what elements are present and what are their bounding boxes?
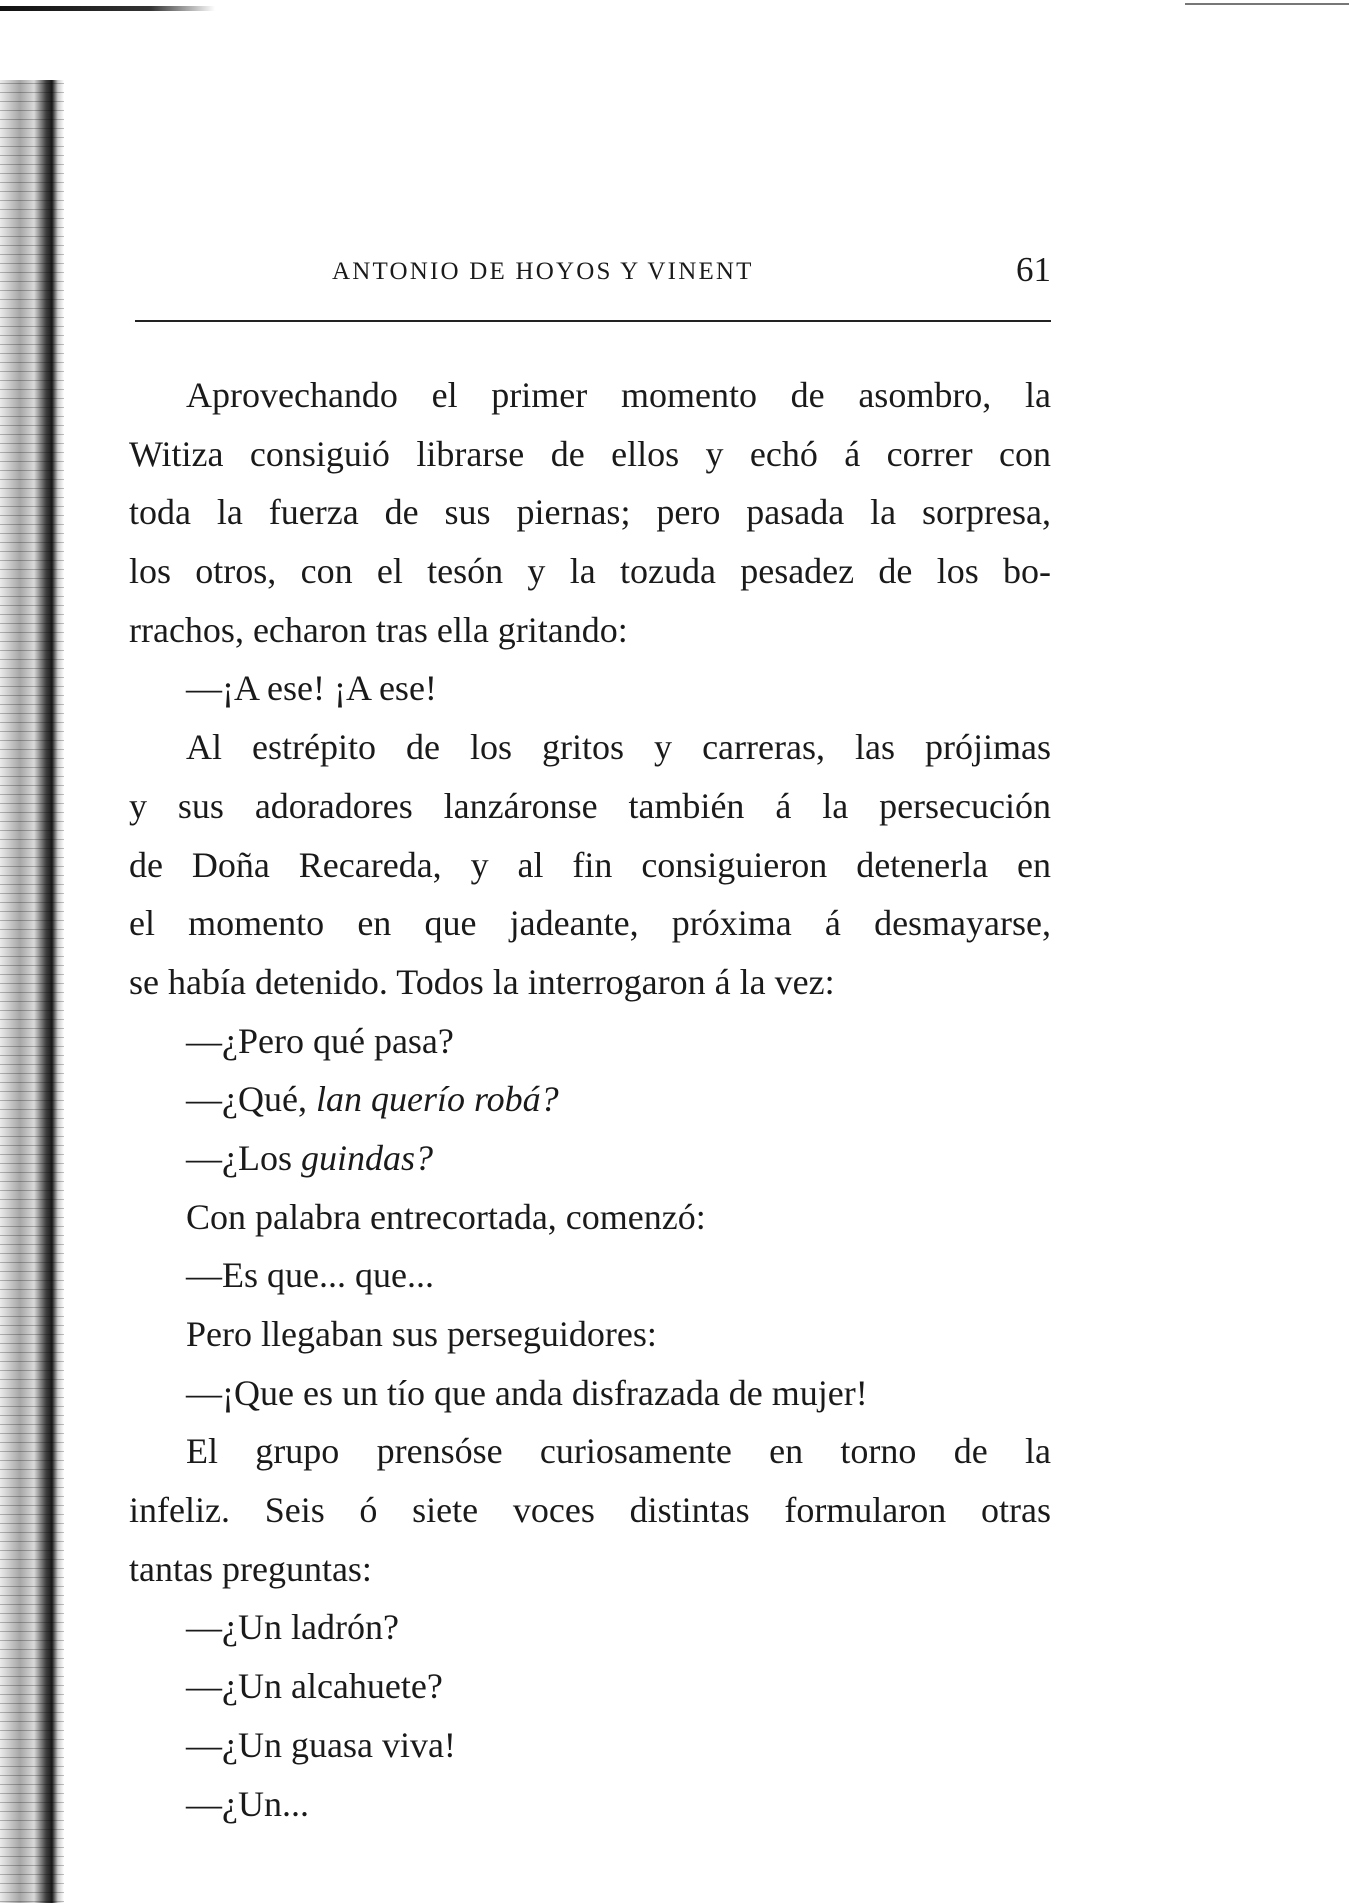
text-line: de Doña Recareda, y al fin consiguieron detenerla en (129, 844, 1051, 885)
text-line: —¿Un guasa viva! (186, 1724, 456, 1765)
page-number: 61 (1016, 250, 1051, 289)
text-line: infeliz. Seis ó siete voces distintas formularon otras (129, 1490, 1051, 1531)
text-line: Witiza consiguió librarse de ellos y echó á correr con (129, 433, 1051, 474)
running-header (129, 250, 1051, 294)
scan-edge-mark (0, 6, 215, 11)
text-line: Al estrépito de los gritos y carreras, las prójimas (186, 727, 1051, 768)
text-line (129, 1129, 1051, 1188)
text-line (129, 1070, 1051, 1129)
book-binding-shadow (0, 80, 64, 1903)
italic-text: lan querío robá? (315, 1079, 559, 1120)
text-line: Pero llegaban sus perseguidores: (186, 1314, 657, 1354)
text-line: toda la fuerza de sus piernas; pero pasada la sorpresa, (129, 492, 1051, 533)
header-rule (135, 320, 1051, 322)
running-title: ANTONIO DE HOYOS Y VINENT (332, 258, 754, 285)
text-line: rrachos, echaron tras ella gritando: (129, 609, 628, 650)
text-line: Aprovechando el primer momento de asombro, la (186, 375, 1051, 415)
scan-edge-line (1185, 3, 1349, 5)
text-line: —¿Un ladrón? (186, 1607, 399, 1648)
text-line: Con palabra entrecortada, comenzó: (186, 1196, 706, 1237)
text-line: tantas preguntas: (129, 1548, 372, 1589)
text-line: —Es que... que... (186, 1255, 434, 1296)
text-line: —¡A ese! ¡A ese! (186, 668, 437, 709)
text-line: los otros, con el tesón y la tozuda pesadez de los bo- (129, 551, 1051, 592)
text-line: El grupo prensóse curiosamente en torno de la (186, 1431, 1051, 1472)
italic-text: guindas? (300, 1137, 433, 1178)
text-line: —¿Un... (186, 1783, 309, 1824)
dialogue-text: —¿Qué, (186, 1079, 316, 1120)
text-line: —¿Pero qué pasa? (186, 1020, 454, 1061)
text-line: —¡Que es un tío que anda disfrazada de mujer! (186, 1372, 868, 1413)
text-line: el momento en que jadeante, próxima á desmayarse, (129, 903, 1051, 944)
dialogue-text: —¿Los (186, 1137, 301, 1178)
body-text (129, 366, 1051, 1833)
text-line: se había detenido. Todos la interrogaron á la vez: (129, 961, 835, 1002)
text-line: —¿Un alcahuete? (186, 1666, 443, 1707)
text-line: y sus adoradores lanzáronse también á la persecución (129, 785, 1051, 826)
